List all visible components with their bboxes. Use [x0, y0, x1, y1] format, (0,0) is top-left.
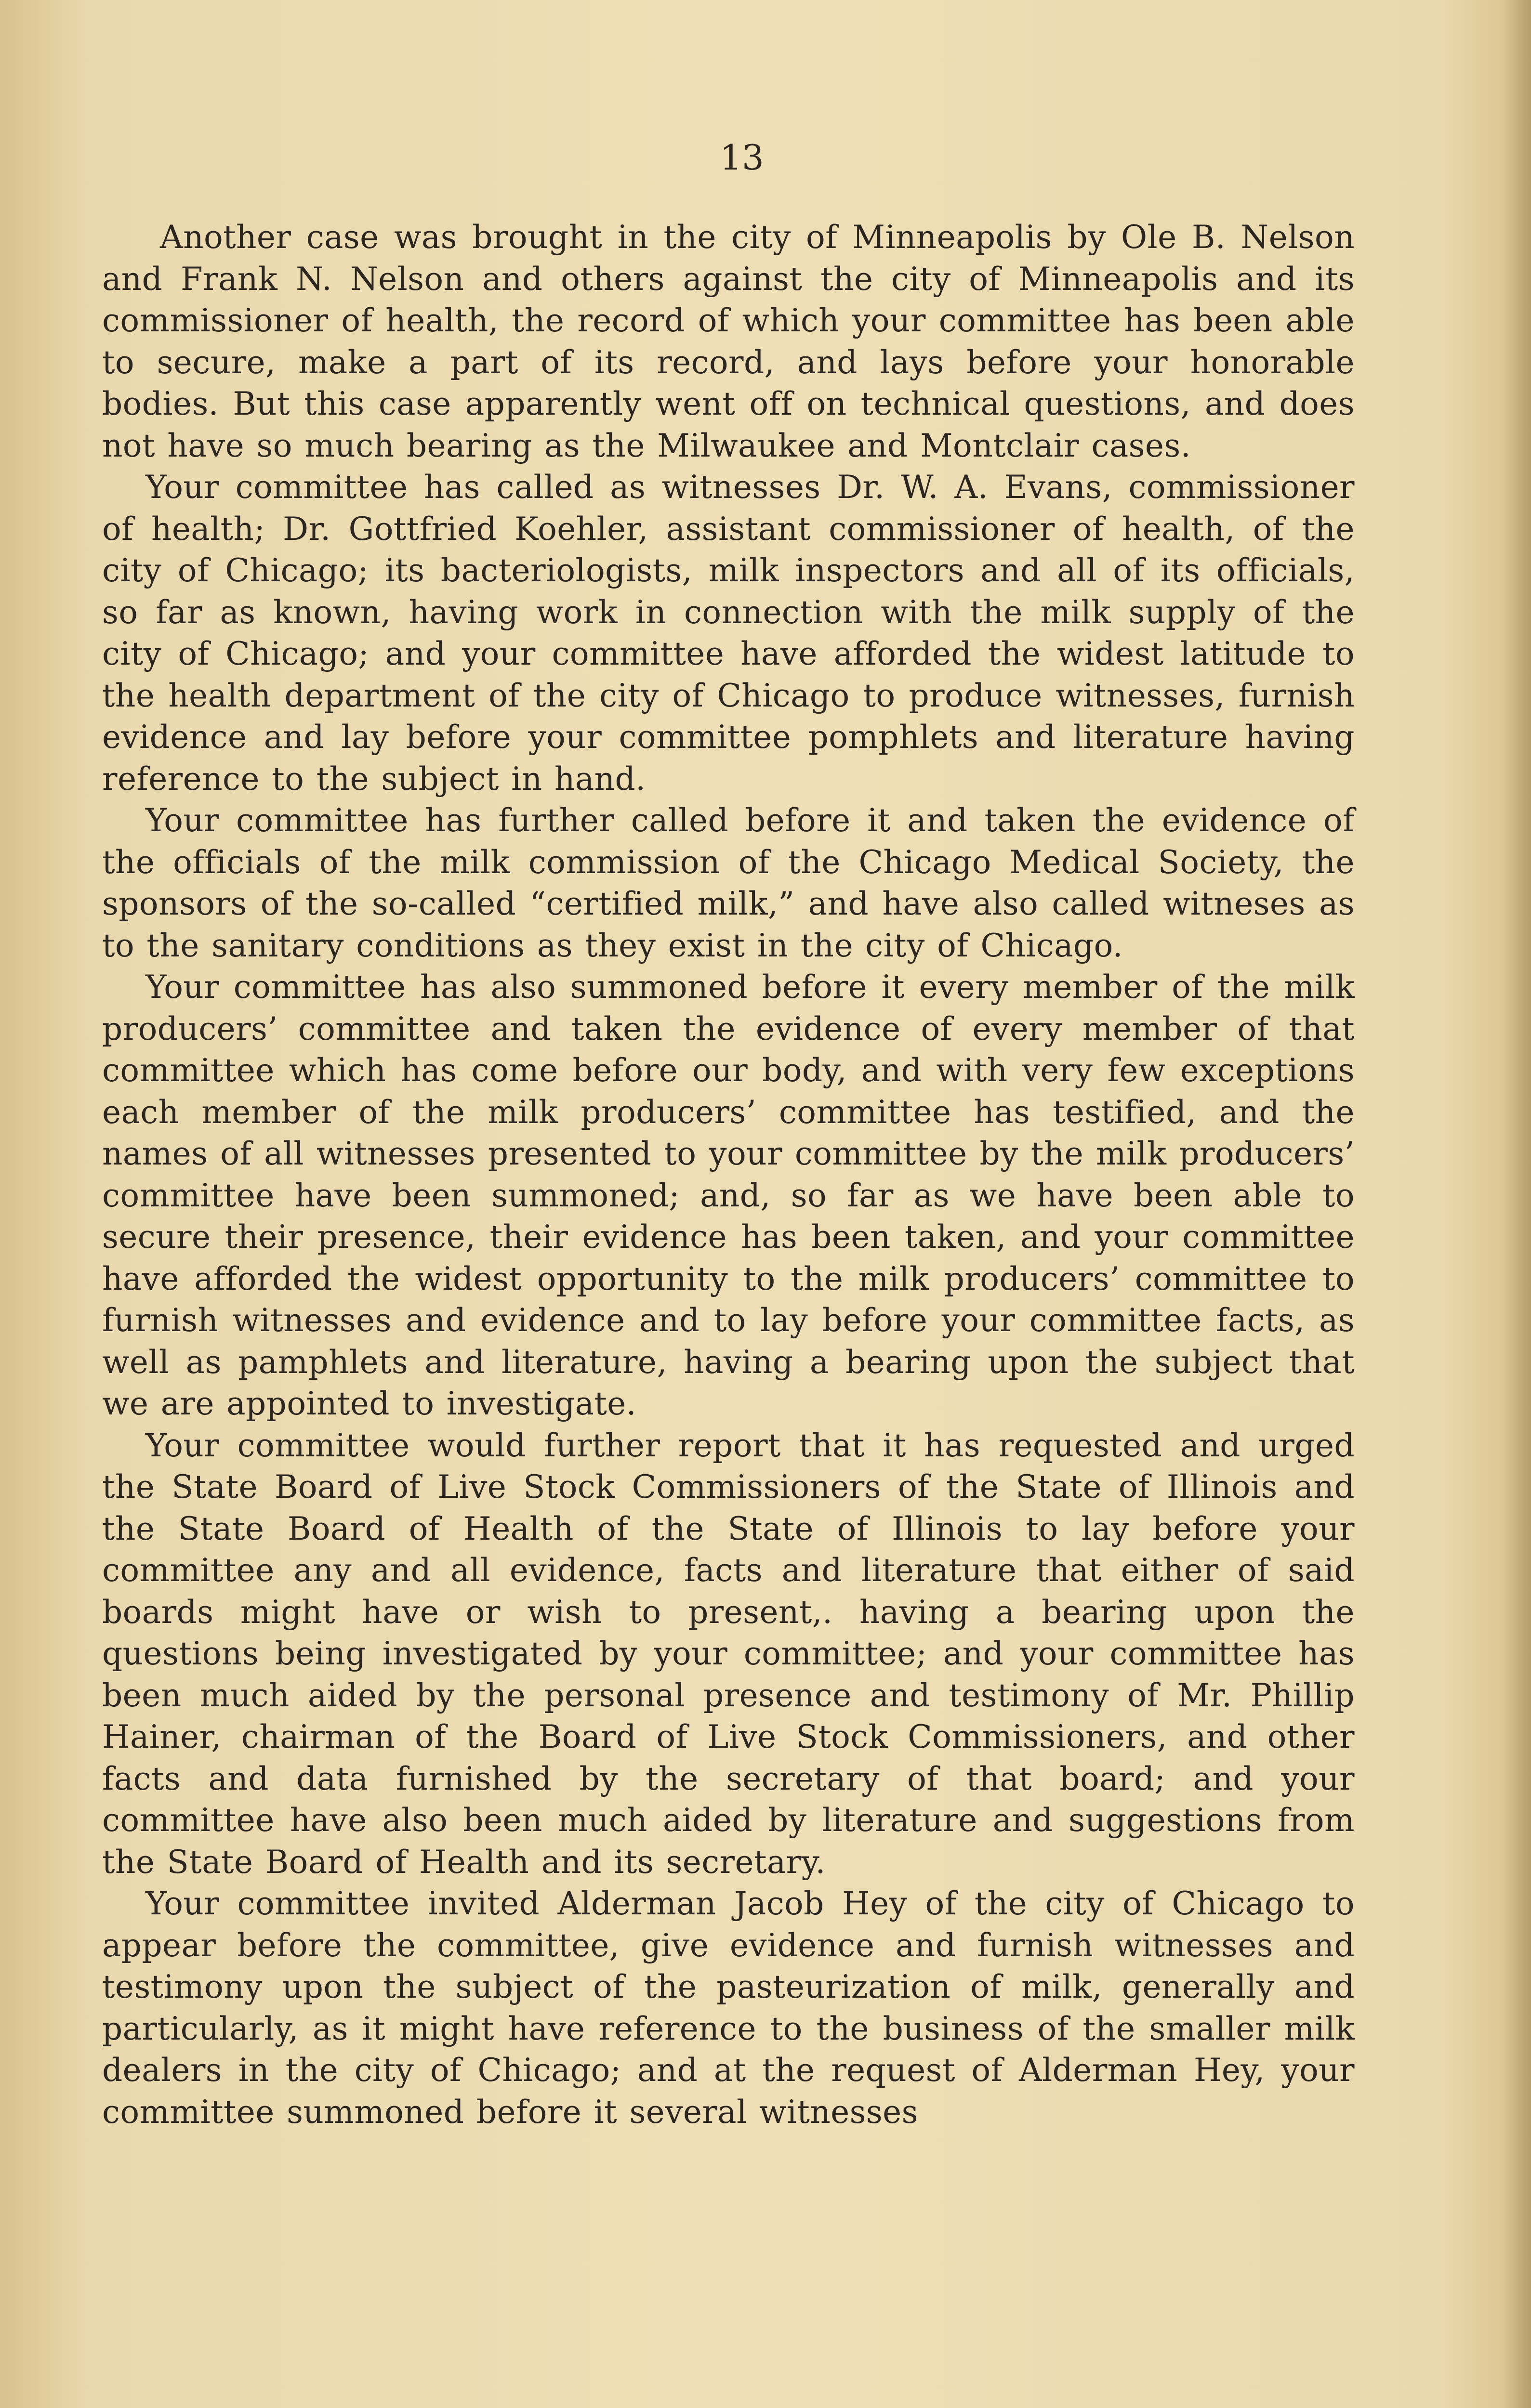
paragraph-3: Your committee has further called before it and taken the evidence of the officials of the milk commission of the Chicago Medical Society, the sponsors of the so-called “certified milk,” and have also called witneses as to the sanitary conditions as they exist in the city of Chicago. — [102, 802, 1355, 964]
paragraph-1: Another case was brought in the city of Minneapolis by Ole B. Nelson and Frank N. Nelson and others against the city of Minneapolis and its commissioner of health, the record of which your committee has been able to secure, make a part of its record, and lays before your honorable bodies. But this case apparently went off on technical questions, and does not have so much bearing as the Milwaukee and Montclair cases. — [102, 219, 1355, 464]
paragraph-4: Your committee has also summoned before it every member of the milk producers’ committee and taken the evidence of every member of that committee which has come before our body, and with very few exceptions each member of the milk producers’ committee has testified, and the names of all witnesses presented to your committee by the milk producers’ committee have been summoned; and, so far as we have been able to secure their presence, their evidence has been taken, and your committee have afforded the widest opportunity to the milk producers’ committee to furnish witnesses and evidence and to lay before your committee facts, as well as pamphlets and literature, having a bearing upon the subject that we are appointed to investigate. — [102, 968, 1355, 1422]
page-edge-shadow — [1502, 0, 1531, 2408]
body-text — [102, 217, 1355, 2133]
page-number: 13 — [720, 137, 764, 178]
paragraph-2: Your committee has called as witnesses Dr. W. A. Evans, commissioner of health; Dr. Gottfried Koehler, assistant commissioner of health, of the city of Chicago; its bacteriologists, milk inspectors and all of its officials, so far as known, having work in connection with the milk supply of the city of Chicago; and your committee have afforded the widest latitude to the health department of the city of Chicago to produce witnesses, furnish evidence and lay before your committee pomphlets and literature having reference to the subject in hand. — [102, 469, 1355, 798]
paragraph-6: Your committee invited Alderman Jacob Hey of the city of Chicago to appear before the committee, give evidence and furnish witnesses and testimony upon the subject of the pasteurization of milk, generally and particularly, as it might have reference to the business of the smaller milk dealers in the city of Chicago; and at the request of Alderman Hey, your committee summoned before it several witnesses — [102, 1885, 1355, 2131]
paragraph-5: Your committee would further report that it has requested and urged the State Board of Live Stock Commissioners of the State of Illinois and the State Board of Health of the State of Illinois to lay before your committee any and all evidence, facts and literature that either of said boards might have or wish to present,. having a bearing upon the questions being investigated by your committee; and your committee has been much aided by the personal presence and testimony of Mr. Phillip Hainer, chairman of the Board of Live Stock Commissioners, and other facts and data furnished by the secretary of that board; and your committee have also been much aided by literature and suggestions from the State Board of Health and its secretary. — [102, 1426, 1355, 1881]
